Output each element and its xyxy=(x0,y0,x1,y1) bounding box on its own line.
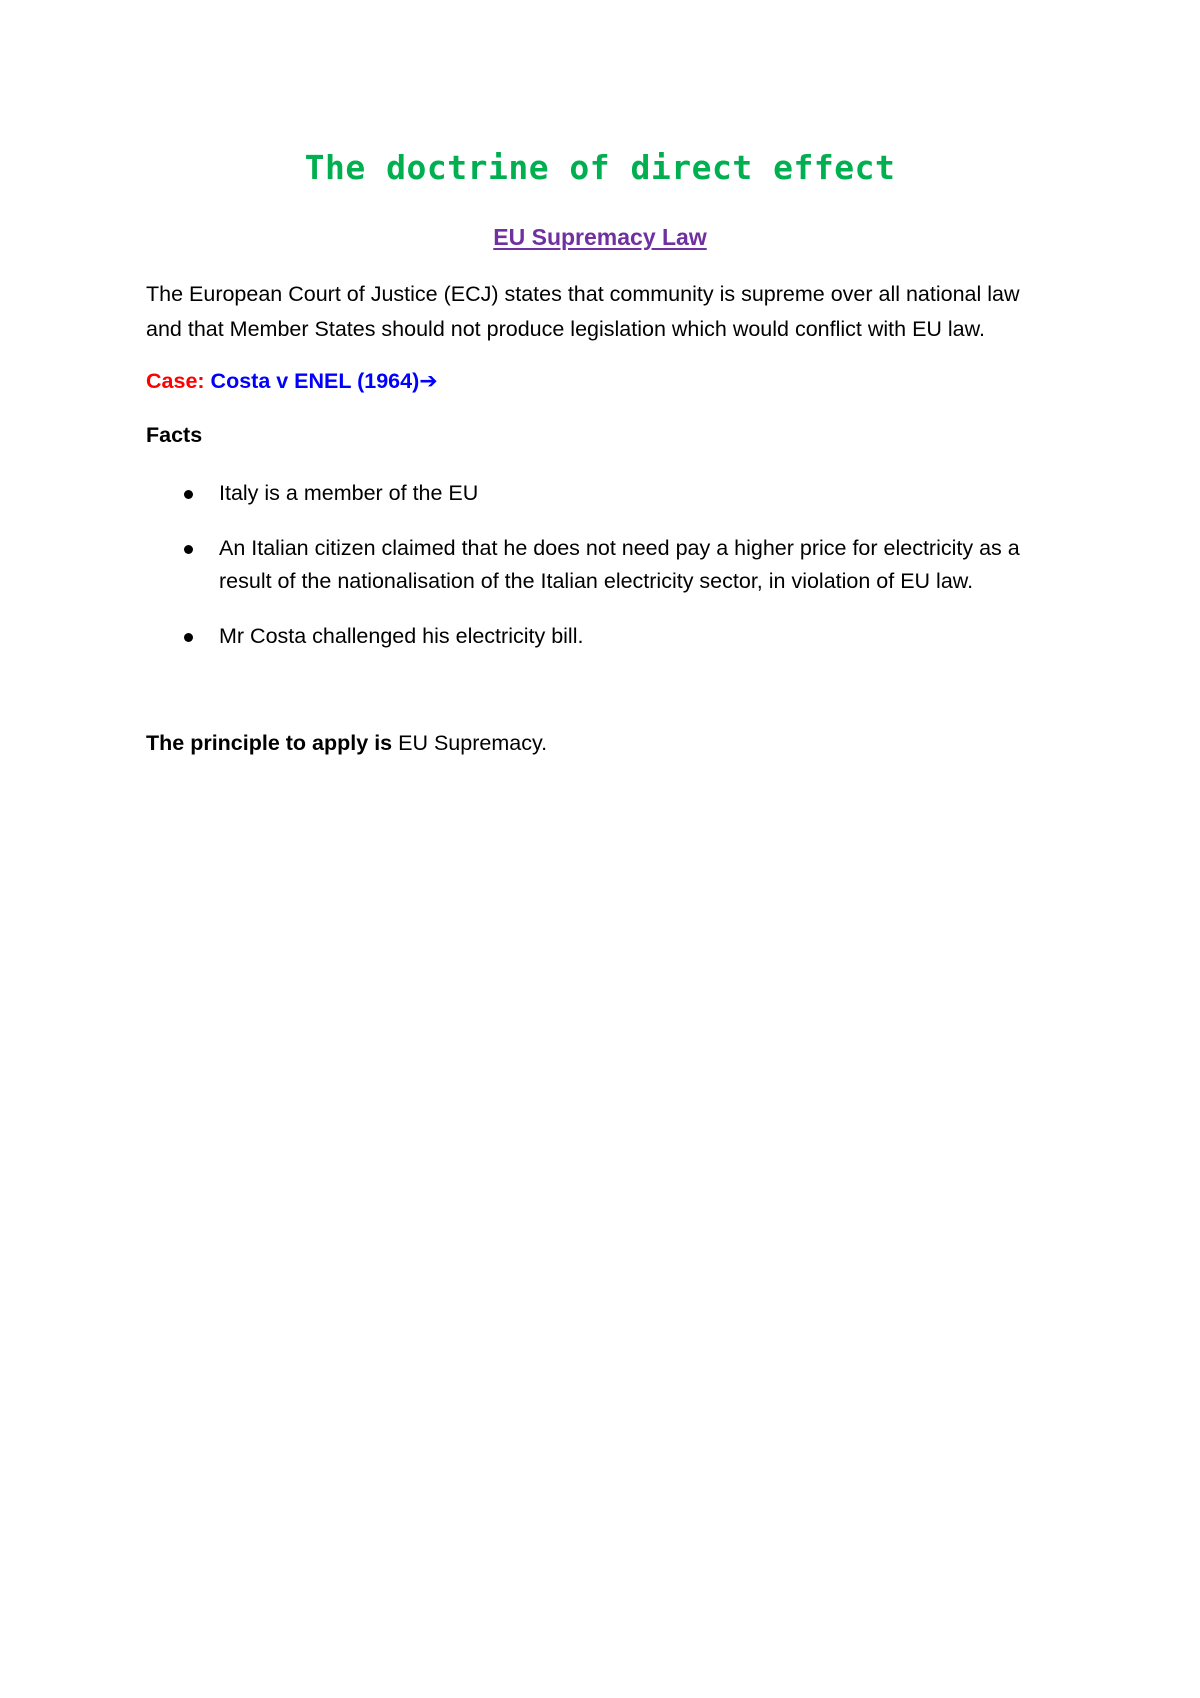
fact-text: An Italian citizen claimed that he does not need pay a higher price for electricity as a result of the nationalisation of the Italian electricity sector, in violation of EU law. xyxy=(219,536,1020,593)
case-label: Case: xyxy=(146,369,205,393)
case-name: Costa v ENEL (1964) xyxy=(210,369,420,393)
list-item xyxy=(146,620,1076,653)
arrow-right-icon: ➔ xyxy=(419,369,438,394)
bullet-icon xyxy=(184,633,193,642)
facts-list xyxy=(146,477,1076,675)
principle-line xyxy=(146,731,547,756)
principle-value: EU Supremacy. xyxy=(398,731,548,755)
fact-text: Mr Costa challenged his electricity bill. xyxy=(219,624,584,648)
intro-line-2: and that Member States should not produce legislation which would conflict with EU law. xyxy=(146,317,985,341)
fact-text: Italy is a member of the EU xyxy=(219,481,479,505)
list-item xyxy=(146,532,1076,598)
intro-line-1: The European Court of Justice (ECJ) states that community is supreme over all national law xyxy=(146,282,1020,306)
principle-label: The principle to apply xyxy=(146,731,369,755)
principle-connector: is xyxy=(374,731,393,755)
facts-heading: Facts xyxy=(146,423,203,447)
section-heading: EU Supremacy Law xyxy=(493,224,707,250)
document-title: The doctrine of direct effect xyxy=(304,148,896,187)
list-item xyxy=(146,477,1076,510)
bullet-icon xyxy=(184,545,193,554)
case-line xyxy=(146,369,438,394)
intro-paragraph xyxy=(146,277,1066,347)
bullet-icon xyxy=(184,490,193,499)
